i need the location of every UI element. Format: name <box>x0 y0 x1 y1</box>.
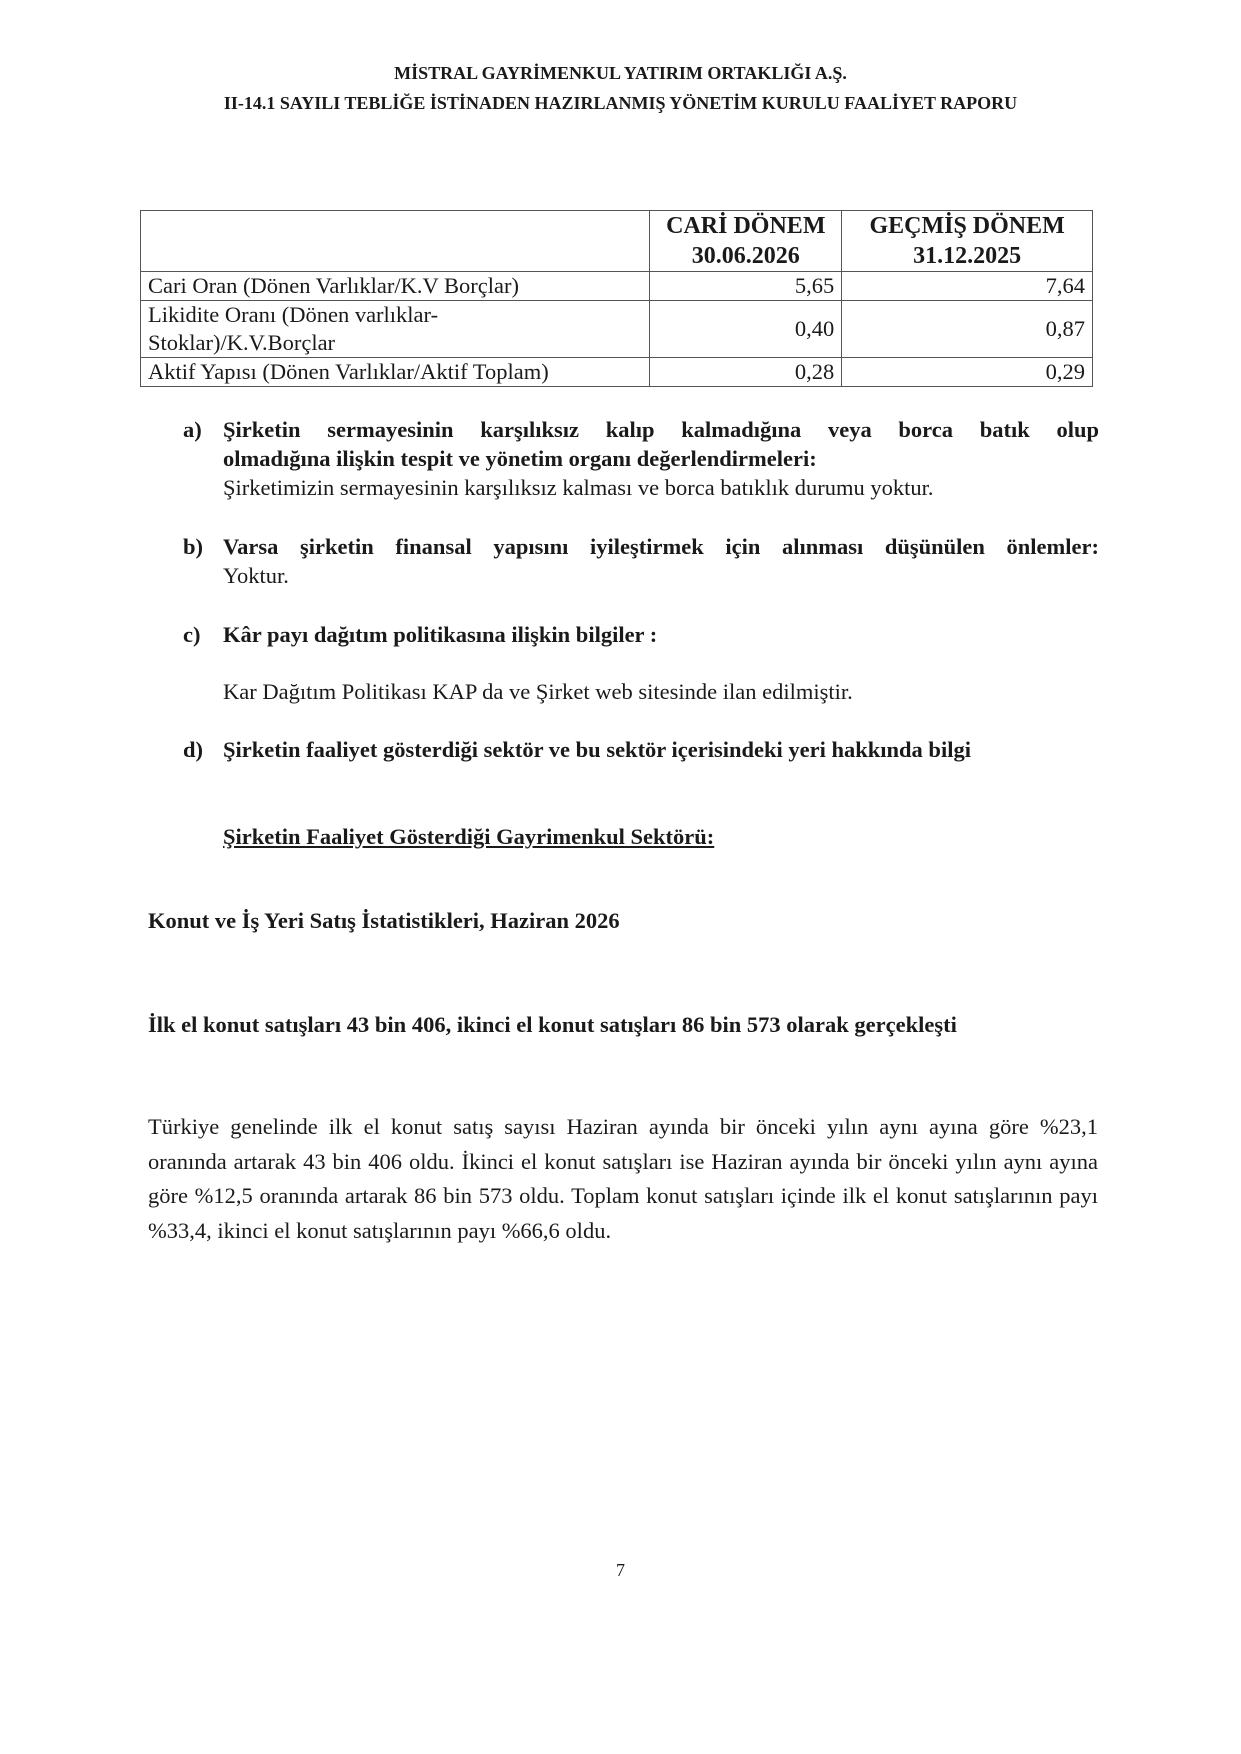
section-a <box>183 415 1099 502</box>
company-name: MİSTRAL GAYRİMENKUL YATIRIM ORTAKLIĞI A.Ş. <box>394 63 847 83</box>
previous-period-title: GEÇMİŞ DÖNEM <box>869 213 1065 239</box>
sales-heading: İlk el konut satışları 43 bin 406, ikinci el konut satışları 86 bin 573 olarak gerçekleşti <box>148 1012 957 1037</box>
report-title: II-14.1 SAYILI TEBLİĞE İSTİNADEN HAZIRLANMIŞ YÖNETİM KURULU FAALİYET RAPORU <box>223 93 1018 113</box>
section-c-text: Kar Dağıtım Politikası KAP da ve Şirket web sitesinde ilan edilmiştir. <box>223 679 853 704</box>
ratio-table <box>140 210 1093 387</box>
section-b-title: Varsa şirketin finansal yapısını iyileştirmek için alınması düşünülen önlemler: <box>223 534 1099 559</box>
current-period-title: CARİ DÖNEM <box>666 213 826 239</box>
row-label <box>141 301 650 358</box>
row-current-value: 0,28 <box>650 358 842 387</box>
row-previous-value: 0,29 <box>842 358 1093 387</box>
table-row <box>141 358 1093 387</box>
row-label-line2: Stoklar)/K.V.Borçlar <box>148 330 336 355</box>
row-previous-value: 7,64 <box>842 272 1093 301</box>
row-label: Aktif Yapısı (Dönen Varlıklar/Aktif Toplam) <box>141 358 650 387</box>
section-b-text: Yoktur. <box>223 563 289 588</box>
stats-heading: Konut ve İş Yeri Satış İstatistikleri, Haziran 2026 <box>148 908 620 933</box>
section-a-title-line2: olmadığına ilişkin tespit ve yönetim organı değerlendirmeleri: <box>223 446 817 471</box>
section-d-title: Şirketin faaliyet gösterdiği sektör ve bu sektör içerisindeki yeri hakkında bilgi <box>223 737 971 762</box>
section-d-marker: d) <box>183 737 204 762</box>
table-header-previous <box>842 211 1093 272</box>
section-a-marker: a) <box>183 417 202 442</box>
section-b <box>183 532 1099 590</box>
page-number: 7 <box>616 1560 625 1580</box>
row-current-value: 0,40 <box>650 301 842 358</box>
table-header-current <box>650 211 842 272</box>
section-c-title: Kâr payı dağıtım politikasına ilişkin bilgiler : <box>223 622 658 647</box>
section-d <box>183 735 1099 764</box>
table-row <box>141 301 1093 358</box>
row-label-line1: Likidite Oranı (Dönen varlıklar- <box>148 302 439 327</box>
table-row <box>141 272 1093 301</box>
sector-heading: Şirketin Faaliyet Gösterdiği Gayrimenkul Sektörü: <box>223 824 715 849</box>
row-current-value: 5,65 <box>650 272 842 301</box>
document-header <box>0 58 1241 118</box>
table-header-row <box>141 211 1093 272</box>
current-period-date: 30.06.2026 <box>691 243 800 269</box>
row-label: Cari Oran (Dönen Varlıklar/K.V Borçlar) <box>141 272 650 301</box>
previous-period-date: 31.12.2025 <box>913 243 1022 269</box>
section-c-marker: c) <box>183 622 201 647</box>
sales-paragraph: Türkiye genelinde ilk el konut satış sayısı Haziran ayında bir önceki yılın aynı ayına göre %23,1 oranında artarak 43 bin 406 oldu. İkinci el konut satışları ise Haziran ayında bir önceki yılın aynı ayına göre %12,5 oranında artarak 86 bin 573 oldu. Toplam konut satışları içinde ilk el konut satışlarının payı %33,4, ikinci el konut satışlarının payı %66,6 oldu. <box>148 1114 1098 1243</box>
table-header-empty-cell <box>141 211 650 272</box>
section-c <box>183 620 1099 706</box>
section-b-marker: b) <box>183 534 204 559</box>
section-a-text: Şirketimizin sermayesinin karşılıksız kalması ve borca batıklık durumu yoktur. <box>223 475 934 500</box>
row-previous-value: 0,87 <box>842 301 1093 358</box>
section-a-title-line1: Şirketin sermayesinin karşılıksız kalıp kalmadığına veya borca batık olup <box>223 417 1099 442</box>
